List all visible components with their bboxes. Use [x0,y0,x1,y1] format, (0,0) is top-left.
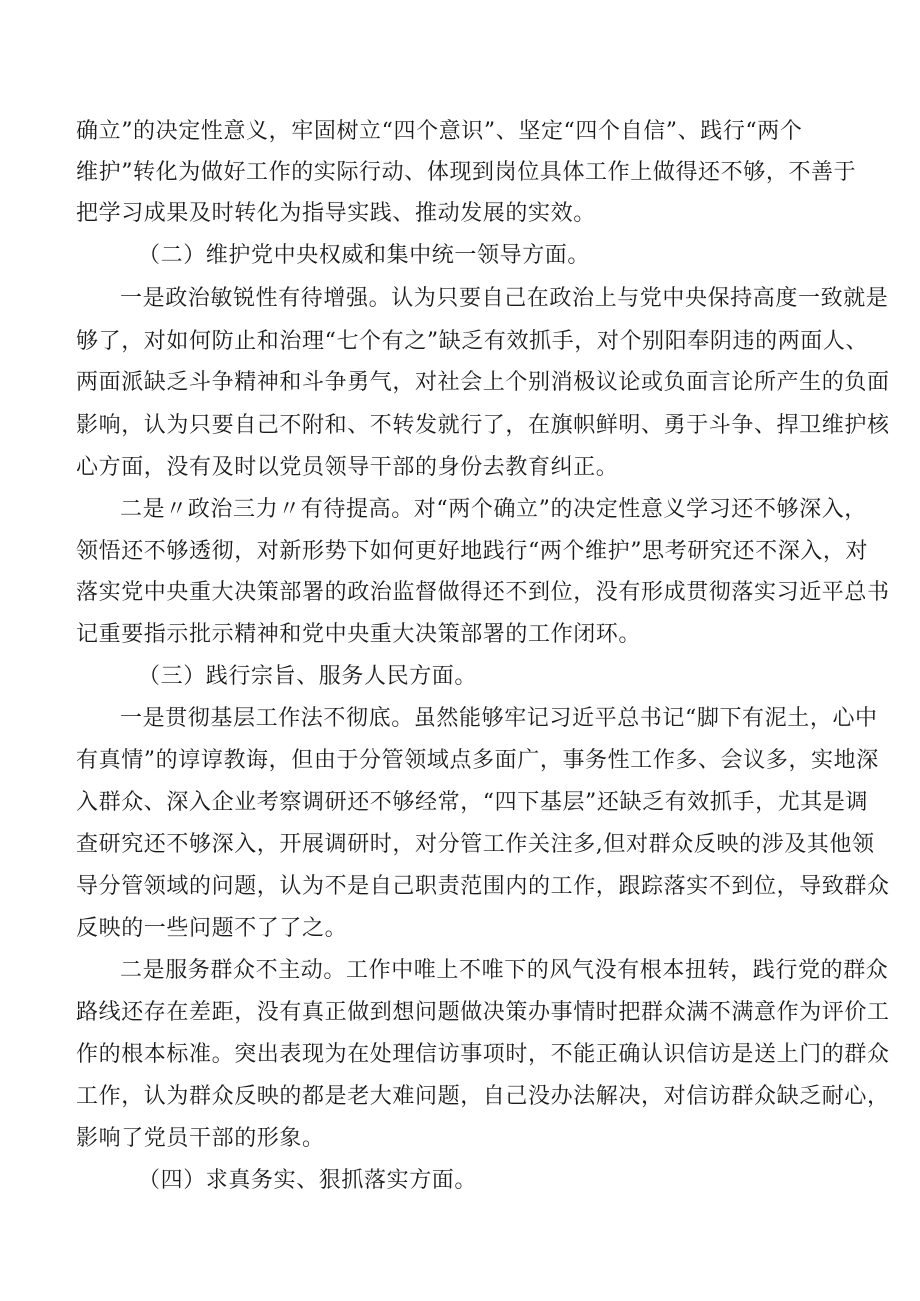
text-line: 两面派缺乏斗争精神和斗争勇气，对社会上个别消极议论或负面言论所产生的负面 [76,370,890,395]
text-line: 影响了党员干部的形象。 [76,1126,325,1151]
text-line: 心方面，没有及时以党员领导干部的身份去教育纠正。 [76,455,619,480]
text-line: 路线还存在差距，没有真正做到想问题做决策办事情时把群众满不满意作为评价工 [76,1000,890,1025]
text-line: 一是政治敏锐性有待增强。认为只要自己在政治上与党中央保持高度一致就是 [120,286,889,311]
text-line: 二是服务群众不主动。工作中唯上不唯下的风气没有根本扭转，践行党的群众 [120,958,889,983]
text-line: 二是〃政治三力〃有待提高。对“两个确立”的决定性意义学习还不够深入， [120,497,867,522]
text-line: 领悟还不够透彻，对新形势下如何更好地践行“两个维护”思考研究还不深入，对 [76,539,869,564]
text-line: 一是贯彻基层工作法不彻底。虽然能够牢记习近平总书记“脚下有泥土，心中 [120,706,878,731]
text-line: 记重要指示批示精神和党中央重大决策部署的工作闭环。 [76,622,642,647]
text-line: 维护”转化为做好工作的实际行动、体现到岗位具体工作上做得还不够，不善于 [76,160,857,185]
text-line: 工作，认为群众反映的都是老大难问题，自己没办法解决，对信访群众缺乏耐心， [76,1084,890,1109]
text-line: 有真情”的谆谆教诲，但由于分管领域点多面广，事务性工作多、会议多，实地深 [76,748,879,773]
text-line: 把学习成果及时转化为指导实践、推动发展的实效。 [76,201,596,226]
section-heading: （四）求真务实、狠抓落实方面。 [138,1168,478,1193]
text-line: 确立”的决定性意义，牢固树立“四个意识”、坚定“四个自信”、践行“两个 [76,119,803,144]
text-line: 反映的一些问题不了了之。 [76,916,348,941]
text-line: 查研究还不够深入，开展调研时，对分管工作关注多,但对群众反映的涉及其他领 [76,832,875,857]
text-line: 够了，对如何防止和治理“七个有之”缺乏有效抓手，对个别阳奉阴违的两面人、 [76,329,869,354]
text-line: 导分管领域的问题，认为不是自己职责范围内的工作，跟踪落实不到位，导致群众 [76,874,890,899]
text-line: 作的根本标准。突出表现为在处理信访事项时，不能正确认识信访是送上门的群众 [76,1042,890,1067]
text-line: 入群众、深入企业考察调研还不够经常，“四下基层”还缺乏有效抓手，尤其是调 [76,790,869,815]
text-line: 影响，认为只要自己不附和、不转发就行了，在旗帜鲜明、勇于斗争、捍卫维护核 [76,413,890,438]
text-line: 落实党中央重大决策部署的政治监督做得还不到位，没有形成贯彻落实习近平总书 [76,580,890,605]
section-heading: （三）践行宗旨、服务人民方面。 [138,664,478,689]
section-heading: （二）维护党中央权威和集中统一领导方面。 [138,243,591,268]
